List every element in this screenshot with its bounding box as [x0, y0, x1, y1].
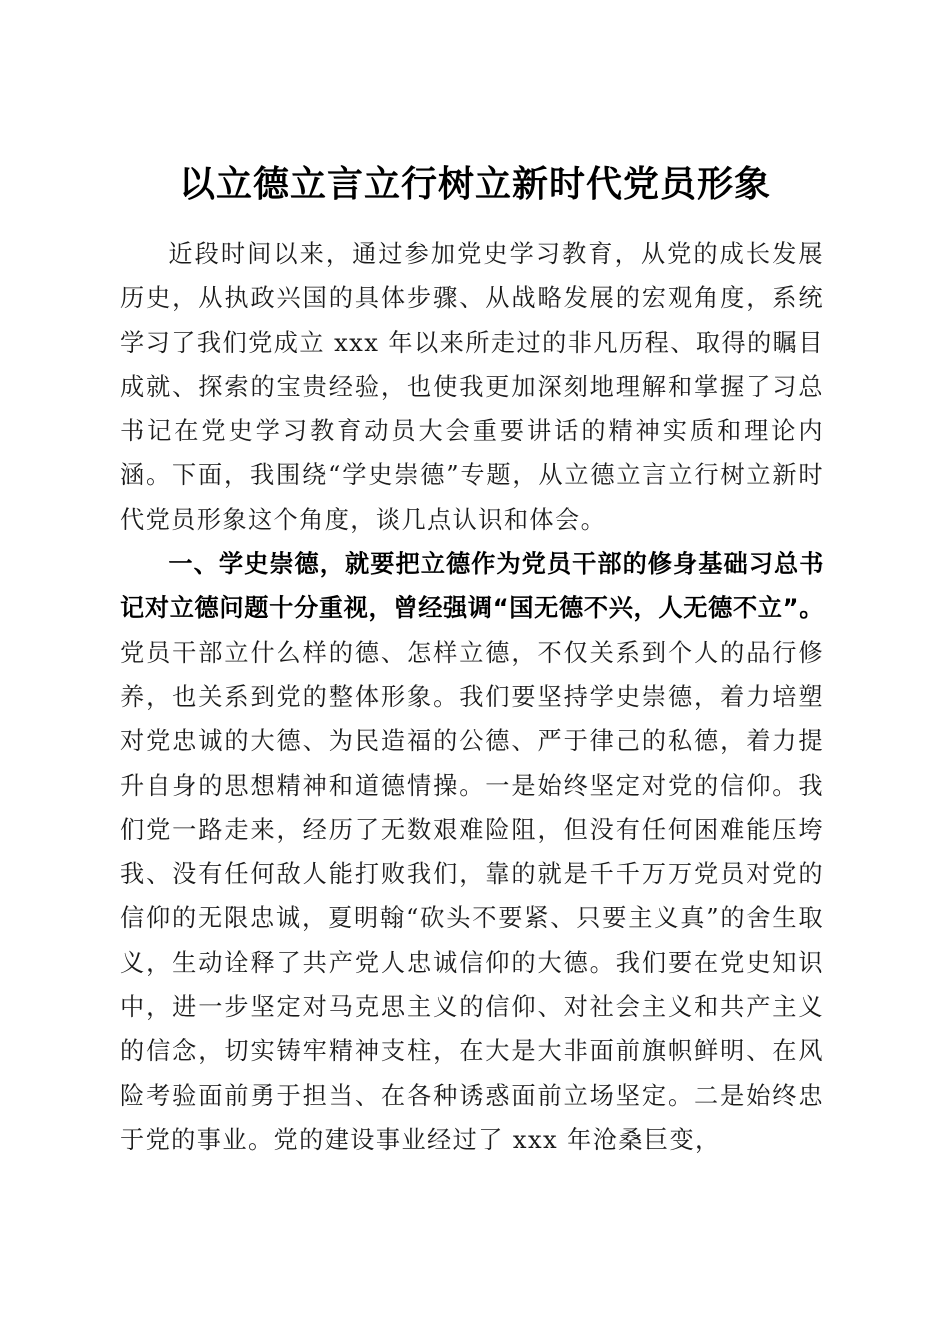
section-1-heading: 一、学史崇德，就要把立德作为党员干部的修身基础习总书记对立德问题十分重视，曾经强调“国无德不兴，人无德不立”。 [120, 550, 824, 623]
document-body [120, 232, 824, 1162]
section-1-body: 党员干部立什么样的德、怎样立德，不仅关系到个人的品行修养，也关系到党的整体形象。我们要坚持学史崇德，着力培塑对党忠诚的大德、为民造福的公德、严于律己的私德，着力提升自身的思想精神和道德情操。一是始终坚定对党的信仰。我们党一路走来，经历了无数艰难险阻，但没有任何困难能压垮我、没有任何敌人能打败我们，靠的就是千千万万党员对党的信仰的无限忠诚，夏明翰“砍头不要紧、只要主义真”的舍生取义，生动诠释了共产党人忠诚信仰的大德。我们要在党史知识中，进一步坚定对马克思主义的信仰、对社会主义和共产主义的信念，切实铸牢精神支柱，在大是大非面前旗帜鲜明、在风险考验面前勇于担当、在各种诱惑面前立场坚定。二是始终忠于党的事业。党的建设事业经过了 xxx 年沧桑巨变， [120, 638, 824, 1154]
document-title: 以立德立言立行树立新时代党员形象 [178, 163, 771, 206]
section-1-paragraph [120, 542, 824, 1162]
intro-paragraph: 近段时间以来，通过参加党史学习教育，从党的成长发展历史，从执政兴国的具体步骤、从战略发展的宏观角度，系统学习了我们党成立 xxx 年以来所走过的非凡历程、取得的瞩目成就、探索的宝贵经验，也使我更加深刻地理解和掌握了习总书记在党史学习教育动员大会重要讲话的精神实质和理论内涵。下面，我围绕“学史崇德”专题，从立德立言立行树立新时代党员形象这个角度，谈几点认识和体会。 [120, 240, 824, 534]
